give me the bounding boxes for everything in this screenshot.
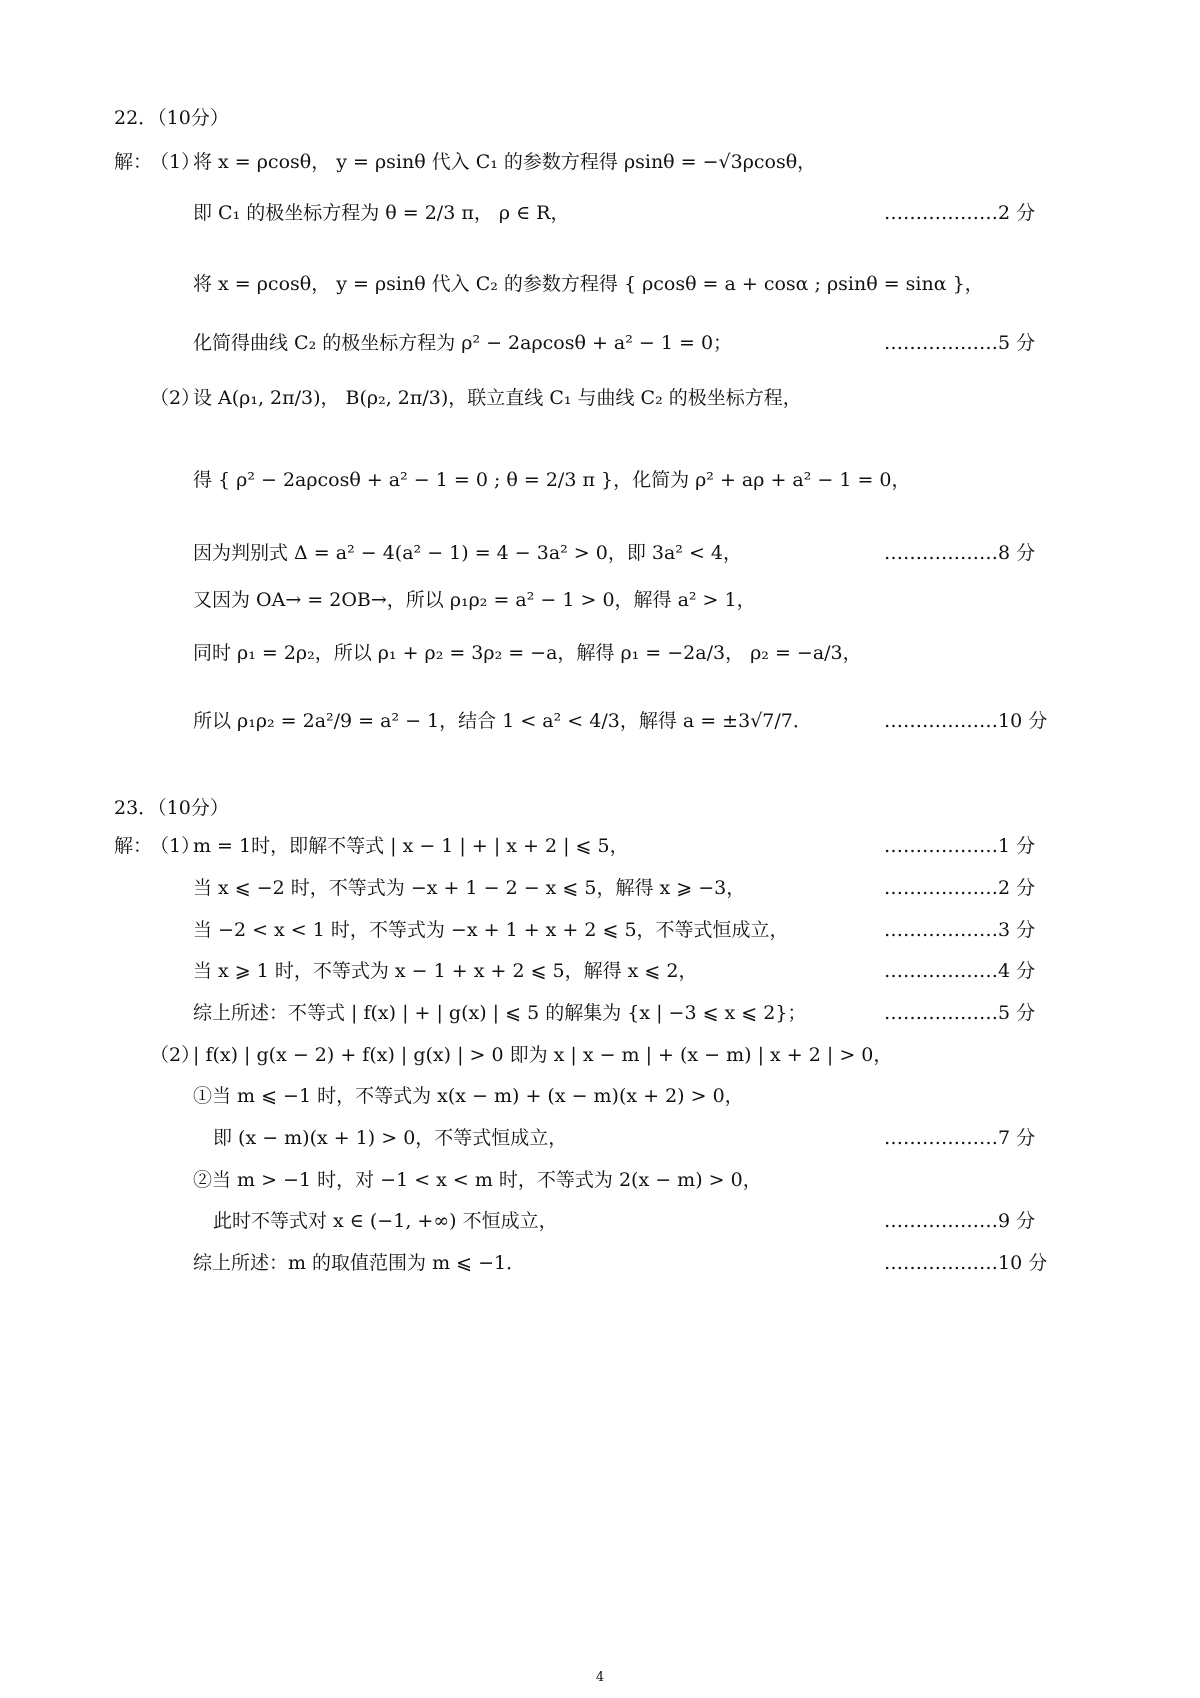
q22-text-line: 又因为 OA→ = 2OB→，所以 ρ₁ρ₂ = a² − 1 > 0，解得 a² > 1， <box>193 589 756 611</box>
q23-line-3 <box>0 910 1200 950</box>
q23-solution-label: 解： <box>114 835 153 857</box>
q22-heading: 22．（10分） <box>114 107 229 129</box>
q22-line-2 <box>0 193 1200 233</box>
q22-part1-label: （1） <box>150 151 201 173</box>
q23-text-line: 综上所述：不等式 | f(x) | + | g(x) | ⩽ 5 的解集为 {x | −3 ⩽ x ⩽ 2}； <box>193 1002 807 1024</box>
q22-text-line: 即 C₁ 的极坐标方程为 θ = 2/3 π， ρ ∈ R， <box>193 202 570 224</box>
q23-line-6 <box>0 1035 1200 1075</box>
q23-line-8 <box>0 1118 1200 1158</box>
q22-line-5 <box>0 378 1200 418</box>
q23-heading: 23．（10分） <box>114 797 229 819</box>
page-number: 4 <box>595 1670 605 1685</box>
q22-text-line: 因为判别式 Δ = a² − 4(a² − 1) = 4 − 3a² > 0，即 3a² < 4， <box>193 542 743 564</box>
score-mark: ………………9 分 <box>884 1210 1036 1232</box>
q23-text-line: | f(x) | g(x − 2) + f(x) | g(x) | > 0 即为 x | x − m | + (x − m) | x + 2 | > 0， <box>193 1044 893 1066</box>
score-mark: ………………7 分 <box>884 1127 1036 1149</box>
q22-text-line: 同时 ρ₁ = 2ρ₂，所以 ρ₁ + ρ₂ = 3ρ₂ = −a，解得 ρ₁ = −2a/3， ρ₂ = −a/3， <box>193 642 862 664</box>
score-mark: ………………3 分 <box>884 919 1036 941</box>
q23-text-line: 当 −2 < x < 1 时，不等式为 −x + 1 + x + 2 ⩽ 5，不等式恒成立， <box>193 919 789 941</box>
q23-text-line: ①当 m ⩽ −1 时，不等式为 x(x − m) + (x − m)(x + 2) > 0， <box>193 1085 744 1107</box>
q22-text-line: 将 x = ρcosθ， y = ρsinθ 代入 C₁ 的参数方程得 ρsinθ = −√3ρcosθ， <box>193 151 817 173</box>
q22-heading-row <box>0 98 1200 138</box>
score-mark: ………………5 分 <box>884 332 1036 354</box>
q22-line-6 <box>0 460 1200 500</box>
q23-text-line: 此时不等式对 x ∈ (−1, +∞) 不恒成立， <box>213 1210 558 1232</box>
q23-text-line: 即 (x − m)(x + 1) > 0，不等式恒成立， <box>213 1127 568 1149</box>
q22-line-7 <box>0 533 1200 573</box>
score-mark: ………………2 分 <box>884 877 1036 899</box>
q22-solution-label: 解： <box>114 151 153 173</box>
q22-text-line: 设 A(ρ₁, 2π/3)， B(ρ₂, 2π/3)，联立直线 C₁ 与曲线 C₂ 的极坐标方程， <box>193 387 802 409</box>
q22-text-line: 得 { ρ² − 2aρcosθ + a² − 1 = 0 ; θ = 2/3 π }，化简为 ρ² + aρ + a² − 1 = 0， <box>193 469 911 491</box>
q23-line-2 <box>0 868 1200 908</box>
q23-text-line: ②当 m > −1 时，对 −1 < x < m 时，不等式为 2(x − m) > 0， <box>193 1169 762 1191</box>
q23-text-line: m = 1时，即解不等式 | x − 1 | + | x + 2 | ⩽ 5， <box>193 835 629 857</box>
q22-line-3 <box>0 264 1200 304</box>
q22-text-line: 化简得曲线 C₂ 的极坐标方程为 ρ² − 2aρcosθ + a² − 1 = 0； <box>193 332 733 354</box>
q22-part2-label: （2） <box>150 387 201 409</box>
score-mark: ………………8 分 <box>884 542 1036 564</box>
q23-line-7 <box>0 1076 1200 1116</box>
q22-text-line: 将 x = ρcosθ， y = ρsinθ 代入 C₂ 的参数方程得 { ρcosθ = a + cosα ; ρsinθ = sinα }， <box>193 273 984 295</box>
score-mark: ………………10 分 <box>884 710 1048 732</box>
q23-heading-row <box>0 788 1200 828</box>
q23-text-line: 当 x ⩽ −2 时，不等式为 −x + 1 − 2 − x ⩽ 5，解得 x ⩾ −3， <box>193 877 746 899</box>
q23-line-4 <box>0 951 1200 991</box>
score-mark: ………………10 分 <box>884 1252 1048 1274</box>
q23-text-line: 综上所述：m 的取值范围为 m ⩽ −1． <box>193 1252 526 1274</box>
q22-line-9 <box>0 633 1200 673</box>
q23-line-10 <box>0 1201 1200 1241</box>
q23-text-line: 当 x ⩾ 1 时，不等式为 x − 1 + x + 2 ⩽ 5，解得 x ⩽ 2， <box>193 960 698 982</box>
q23-line-5 <box>0 993 1200 1033</box>
q22-line-10 <box>0 701 1200 741</box>
score-mark: ………………1 分 <box>884 835 1036 857</box>
q23-part1-label: （1） <box>150 835 201 857</box>
score-mark: ………………4 分 <box>884 960 1036 982</box>
q23-line-1 <box>0 826 1200 866</box>
score-mark: ………………2 分 <box>884 202 1036 224</box>
q22-line-1 <box>0 142 1200 182</box>
q22-text-line: 所以 ρ₁ρ₂ = 2a²/9 = a² − 1，结合 1 < a² < 4/3，解得 a = ±3√7/7． <box>193 710 812 732</box>
q23-part2-label: （2） <box>150 1044 201 1066</box>
q23-line-11 <box>0 1243 1200 1283</box>
q23-line-9 <box>0 1160 1200 1200</box>
q22-line-4 <box>0 323 1200 363</box>
score-mark: ………………5 分 <box>884 1002 1036 1024</box>
q22-line-8 <box>0 580 1200 620</box>
